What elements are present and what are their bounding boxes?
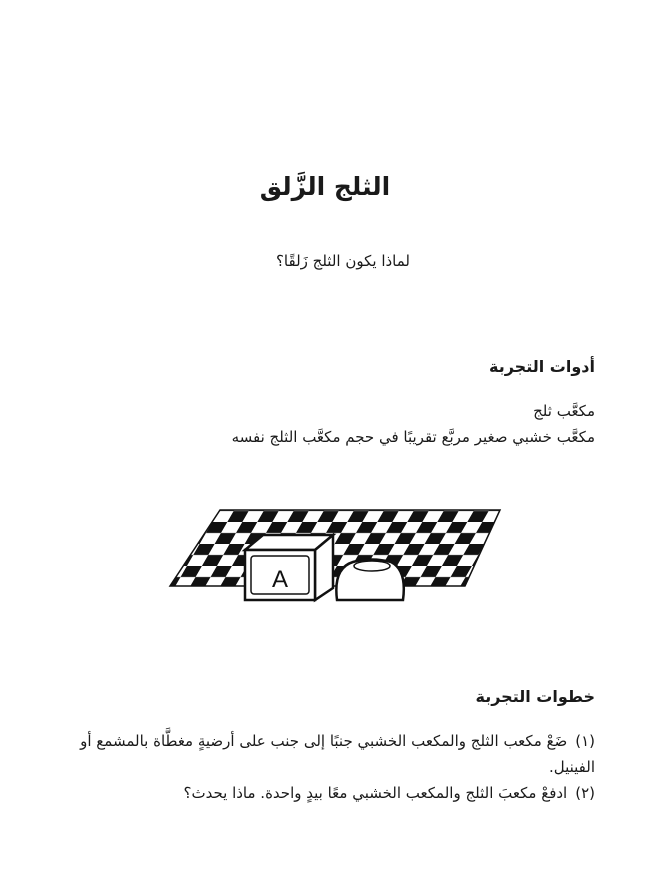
steps-list: [50, 728, 595, 806]
checkered-floor: [170, 510, 500, 586]
steps-heading: خطوات التجربة: [475, 687, 595, 706]
list-item: [50, 728, 595, 780]
block-letter: A: [271, 566, 289, 593]
materials-list: [232, 398, 595, 450]
step-text: ادفعْ مكعبَ الثلج والمكعب الخشبي معًا بيدٍ واحدة. ماذا يحدث؟: [183, 784, 568, 802]
list-item: مكعَّب ثلج: [533, 402, 595, 420]
step-text: ضَعْ مكعب الثلج والمكعب الخشبي جنبًا إلى جنب على أرضيةٍ مغطَّاة بالمشمع أو الفينيل.: [80, 732, 595, 776]
wooden-block-icon: [245, 535, 333, 600]
step-number: (٢): [575, 784, 595, 802]
ice-cube-icon: [336, 560, 403, 601]
page-title: الثلج الزَّلق: [259, 172, 391, 201]
list-item: مكعَّب خشبي صغير مربَّع تقريبًا في حجم مكعَّب الثلج نفسه: [231, 428, 595, 446]
step-number: (١): [575, 732, 595, 750]
list-item: [50, 780, 595, 806]
materials-heading: أدوات التجربة: [489, 357, 595, 376]
experiment-question: لماذا يكون الثلج زَلقًا؟: [275, 252, 410, 270]
experiment-illustration: [165, 500, 505, 610]
